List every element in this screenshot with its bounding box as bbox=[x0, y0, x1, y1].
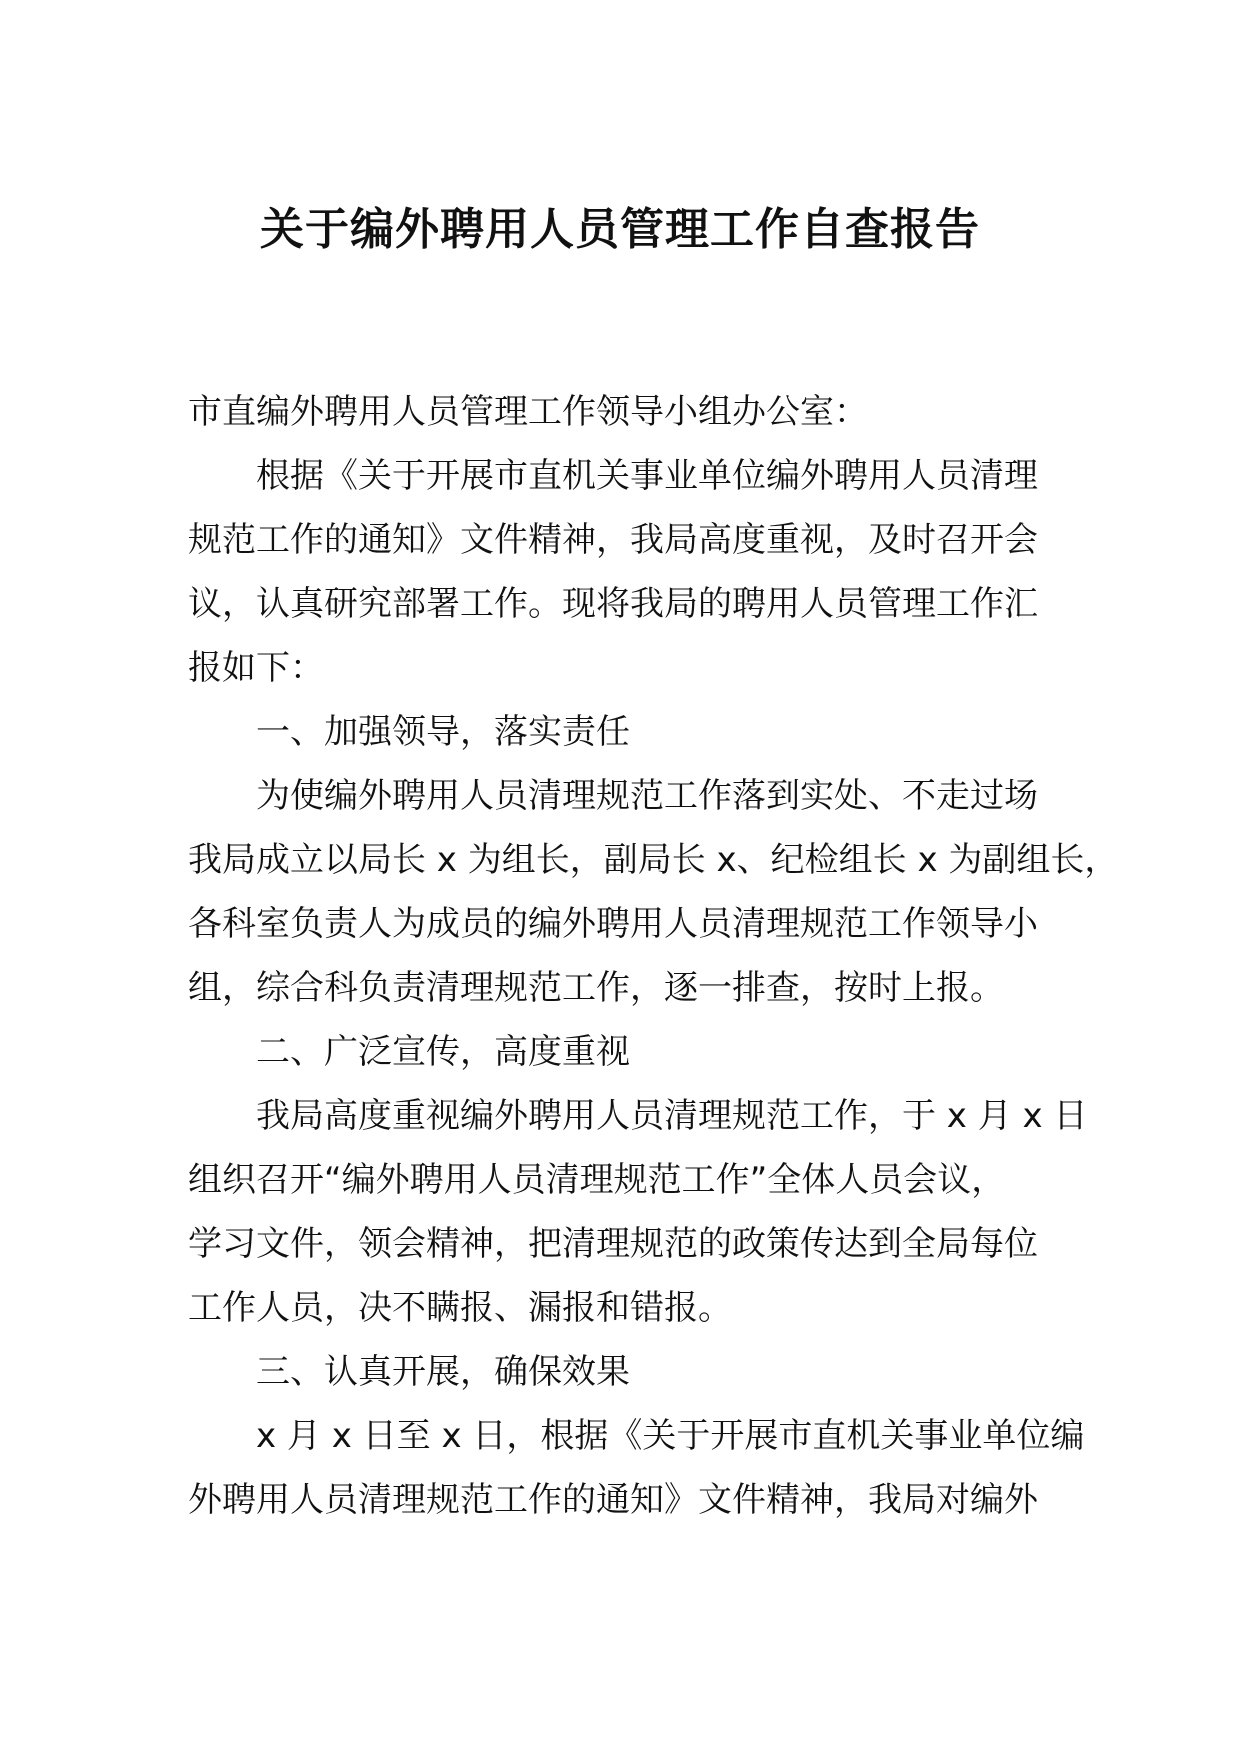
body-line: 各科室负责人为成员的编外聘用人员清理规范工作领导小 bbox=[188, 904, 1038, 944]
section-heading-3: 三、认真开展，确保效果 bbox=[256, 1352, 630, 1392]
body-line: 根据《关于开展市直机关事业单位编外聘用人员清理 bbox=[256, 456, 1038, 496]
body-line: 外聘用人员清理规范工作的通知》文件精神，我局对编外 bbox=[188, 1480, 1038, 1520]
body-line: 为使编外聘用人员清理规范工作落到实处、不走过场 bbox=[256, 776, 1038, 816]
body-line: 规范工作的通知》文件精神，我局高度重视，及时召开会 bbox=[188, 520, 1038, 560]
body-line: 工作人员，决不瞒报、漏报和错报。 bbox=[188, 1288, 732, 1328]
body-line: 我局成立以局长 x 为组长，副局长 x、纪检组长 x 为副组长， bbox=[188, 840, 1119, 880]
body-line: x 月 x 日至 x 日，根据《关于开展市直机关事业单位编 bbox=[256, 1416, 1085, 1456]
body-line: 我局高度重视编外聘用人员清理规范工作，于 x 月 x 日 bbox=[256, 1096, 1088, 1136]
section-heading-1: 一、加强领导，落实责任 bbox=[256, 712, 630, 752]
body-line: 报如下： bbox=[188, 648, 324, 688]
body-line: 组，综合科负责清理规范工作，逐一排查，按时上报。 bbox=[188, 968, 1004, 1008]
salutation-line: 市直编外聘用人员管理工作领导小组办公室： bbox=[188, 392, 868, 432]
body-line: 组织召开“编外聘用人员清理规范工作”全体人员会议， bbox=[188, 1160, 1006, 1200]
section-heading-2: 二、广泛宣传，高度重视 bbox=[256, 1032, 630, 1072]
document-title: 关于编外聘用人员管理工作自查报告 bbox=[260, 204, 980, 255]
body-line: 议，认真研究部署工作。现将我局的聘用人员管理工作汇 bbox=[188, 584, 1038, 624]
body-line: 学习文件，领会精神，把清理规范的政策传达到全局每位 bbox=[188, 1224, 1038, 1264]
